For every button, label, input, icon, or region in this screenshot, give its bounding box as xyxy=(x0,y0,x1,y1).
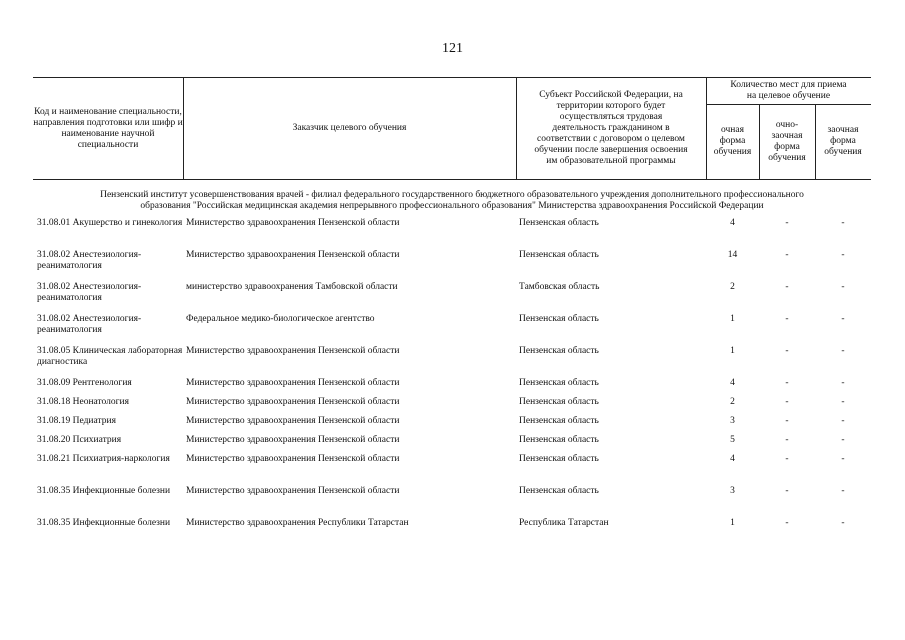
table-row xyxy=(33,314,871,346)
table-row xyxy=(33,378,871,397)
cell-full-time: 1 xyxy=(730,346,735,356)
cell-specialty: 31.08.09 Рентгенология xyxy=(37,378,132,388)
cell-region: Тамбовская область xyxy=(519,282,600,292)
cell-customer: Министерство здравоохранения Пензенской области xyxy=(186,486,400,496)
cell-specialty: 31.08.02 Анестезиология-реаниматология xyxy=(37,250,142,271)
cell-part-time: - xyxy=(785,416,789,426)
cell-part-time: - xyxy=(785,454,789,464)
cell-part-time: - xyxy=(785,486,789,496)
table-row xyxy=(33,518,871,550)
table-header xyxy=(33,77,871,180)
cell-extramural: - xyxy=(841,218,845,228)
cell-region: Пензенская область xyxy=(519,397,599,407)
cell-region: Пензенская область xyxy=(519,435,599,445)
table-row xyxy=(33,282,871,314)
cell-customer: Министерство здравоохранения Пензенской области xyxy=(186,378,400,388)
cell-specialty: 31.08.35 Инфекционные болезни xyxy=(37,486,171,496)
cell-specialty: 31.08.21 Психиатрия-наркология xyxy=(37,454,170,464)
cell-specialty: 31.08.02 Анестезиология-реаниматология xyxy=(37,282,142,303)
cell-region: Пензенская область xyxy=(519,454,599,464)
cell-part-time: - xyxy=(785,518,789,528)
cell-region: Пензенская область xyxy=(519,486,599,496)
cell-region: Пензенская область xyxy=(519,378,599,388)
cell-customer: Министерство здравоохранения Пензенской области xyxy=(186,397,400,407)
cell-region: Пензенская область xyxy=(519,314,599,324)
cell-customer: Министерство здравоохранения Пензенской области xyxy=(186,218,400,228)
institution-group-title: Пензенский институт усовершенствования врачей - филиал федерального государственного бюджетного образовательного учреждения дополнительного профессионального образования "Российская медицинская академия непрерывного профессионального образования" Министерства здравоохранения Российской Федерации xyxy=(100,190,804,211)
cell-customer: Министерство здравоохранения Пензенской области xyxy=(186,454,400,464)
cell-full-time: 4 xyxy=(730,218,735,228)
header-extramural: заочная форма обучения xyxy=(824,125,862,157)
cell-region: Республика Татарстан xyxy=(519,518,609,528)
cell-part-time: - xyxy=(785,397,789,407)
cell-customer: министерство здравоохранения Тамбовской области xyxy=(186,282,398,292)
cell-specialty: 31.08.35 Инфекционные болезни xyxy=(37,518,171,528)
header-part-time: очно-заочная форма обучения xyxy=(768,119,806,163)
cell-extramural: - xyxy=(841,378,845,388)
cell-region: Пензенская область xyxy=(519,250,599,260)
cell-extramural: - xyxy=(841,518,845,528)
cell-full-time: 2 xyxy=(730,397,735,407)
cell-extramural: - xyxy=(841,416,845,426)
cell-specialty: 31.08.20 Психиатрия xyxy=(37,435,122,445)
cell-extramural: - xyxy=(841,314,845,324)
cell-full-time: 5 xyxy=(730,435,735,445)
cell-region: Пензенская область xyxy=(519,416,599,426)
cell-specialty: 31.08.02 Анестезиология-реаниматология xyxy=(37,314,142,335)
cell-part-time: - xyxy=(785,218,789,228)
header-customer: Заказчик целевого обучения xyxy=(292,123,407,133)
table-row xyxy=(33,416,871,435)
cell-customer: Федеральное медико-биологическое агентство xyxy=(186,314,375,324)
cell-customer: Министерство здравоохранения Республики Татарстан xyxy=(186,518,409,528)
cell-region: Пензенская область xyxy=(519,218,599,228)
cell-extramural: - xyxy=(841,397,845,407)
cell-region: Пензенская область xyxy=(519,346,599,356)
cell-customer: Министерство здравоохранения Пензенской области xyxy=(186,346,400,356)
table-row xyxy=(33,435,871,454)
table-row xyxy=(33,346,871,378)
cell-full-time: 14 xyxy=(727,250,738,260)
cell-extramural: - xyxy=(841,435,845,445)
cell-part-time: - xyxy=(785,250,789,260)
cell-extramural: - xyxy=(841,346,845,356)
cell-full-time: 1 xyxy=(730,518,735,528)
cell-part-time: - xyxy=(785,346,789,356)
cell-customer: Министерство здравоохранения Пензенской области xyxy=(186,435,400,445)
cell-part-time: - xyxy=(785,282,789,292)
cell-full-time: 3 xyxy=(730,486,735,496)
header-specialty: Код и наименование специальности, направления подготовки или шифр и наименование научной специальности xyxy=(33,106,183,150)
page-number: 121 xyxy=(442,41,463,56)
header-places-group: Количество мест для приема на целевое обучение xyxy=(730,80,847,101)
table-row xyxy=(33,454,871,486)
cell-extramural: - xyxy=(841,282,845,292)
table-row xyxy=(33,397,871,416)
cell-specialty: 31.08.19 Педиатрия xyxy=(37,416,116,426)
cell-specialty: 31.08.05 Клиническая лабораторная диагностика xyxy=(37,346,183,367)
table-row xyxy=(33,250,871,282)
table-row xyxy=(33,486,871,518)
table-body xyxy=(33,218,871,550)
cell-full-time: 4 xyxy=(730,378,735,388)
cell-full-time: 3 xyxy=(730,416,735,426)
cell-customer: Министерство здравоохранения Пензенской области xyxy=(186,416,400,426)
cell-part-time: - xyxy=(785,314,789,324)
header-region: Субъект Российской Федерации, на территории которого будет осуществляться трудовая деятельность гражданином в соответствии с договором о целевом обучении после завершения освоения им образовательной программы xyxy=(534,90,688,166)
cell-specialty: 31.08.01 Акушерство и гинекология xyxy=(37,218,183,228)
table-row xyxy=(33,218,871,250)
header-full-time: очная форма обучения xyxy=(713,125,752,157)
cell-full-time: 1 xyxy=(730,314,735,324)
admission-table xyxy=(33,77,871,550)
cell-customer: Министерство здравоохранения Пензенской области xyxy=(186,250,400,260)
cell-part-time: - xyxy=(785,435,789,445)
cell-extramural: - xyxy=(841,486,845,496)
cell-full-time: 2 xyxy=(730,282,735,292)
cell-extramural: - xyxy=(841,250,845,260)
cell-full-time: 4 xyxy=(730,454,735,464)
cell-extramural: - xyxy=(841,454,845,464)
cell-specialty: 31.08.18 Неонатология xyxy=(37,397,129,407)
cell-part-time: - xyxy=(785,378,789,388)
